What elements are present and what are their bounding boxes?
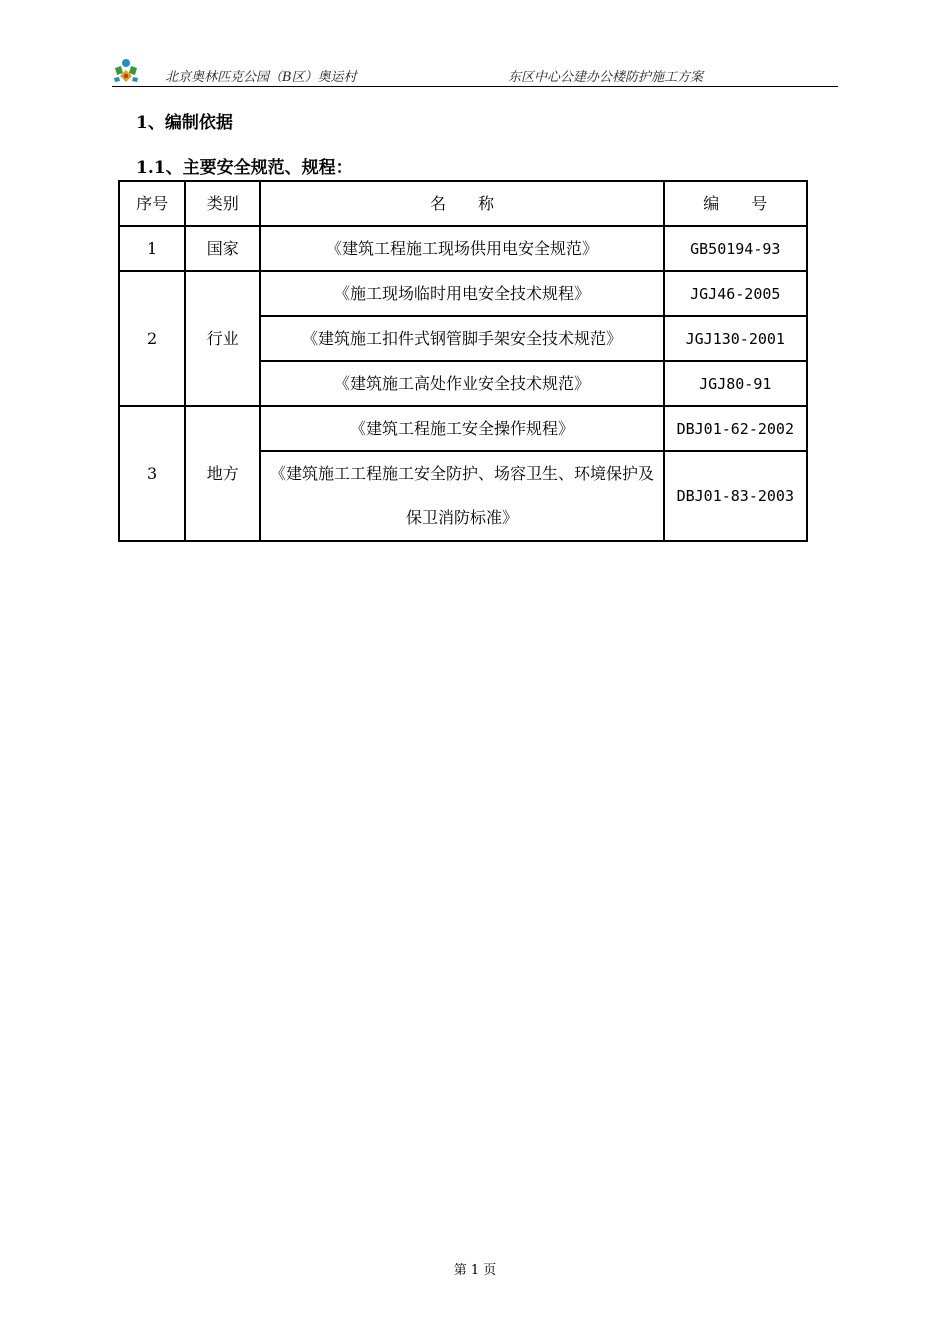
cell-category: 地方 bbox=[185, 406, 260, 541]
cell-seq: 1 bbox=[119, 226, 185, 271]
cell-standard-code: DBJ01-83-2003 bbox=[664, 451, 807, 541]
safety-standards-table bbox=[118, 180, 808, 542]
cell-standard-name: 《施工现场临时用电安全技术规程》 bbox=[260, 271, 663, 316]
subsection-title: 1.1、主要安全规范、规程： bbox=[136, 158, 353, 178]
cell-standard-code: JGJ130-2001 bbox=[664, 316, 807, 361]
header-seq: 序号 bbox=[119, 181, 185, 226]
page-header bbox=[112, 54, 838, 87]
cell-standard-name: 《建筑施工高处作业安全技术规范》 bbox=[260, 361, 663, 406]
header-name: 名 称 bbox=[260, 181, 663, 226]
cell-standard-name: 《建筑施工工程施工安全防护、场容卫生、环境保护及保卫消防标准》 bbox=[260, 451, 663, 541]
header-project-name: 北京奥林匹克公园（B区）奥运村 bbox=[165, 70, 357, 85]
page-number: 第 1 页 bbox=[453, 1263, 497, 1278]
cell-standard-code: GB50194-93 bbox=[664, 226, 807, 271]
header-document-title: 东区中心公建办公楼防护施工方案 bbox=[508, 70, 704, 85]
cell-standard-name: 《建筑工程施工安全操作规程》 bbox=[260, 406, 663, 451]
table-header-row bbox=[119, 181, 807, 226]
cell-standard-name: 《建筑工程施工现场供用电安全规范》 bbox=[260, 226, 663, 271]
section-title: 1、编制依据 bbox=[136, 113, 233, 133]
header-code: 编 号 bbox=[664, 181, 807, 226]
table-row bbox=[119, 226, 807, 271]
company-logo-icon bbox=[112, 56, 140, 84]
cell-standard-code: JGJ46-2005 bbox=[664, 271, 807, 316]
cell-standard-code: DBJ01-62-2002 bbox=[664, 406, 807, 451]
cell-seq: 3 bbox=[119, 406, 185, 541]
cell-category: 国家 bbox=[185, 226, 260, 271]
table-row bbox=[119, 271, 807, 316]
cell-seq: 2 bbox=[119, 271, 185, 406]
cell-standard-name: 《建筑施工扣件式钢管脚手架安全技术规范》 bbox=[260, 316, 663, 361]
cell-category: 行业 bbox=[185, 271, 260, 406]
cell-standard-code: JGJ80-91 bbox=[664, 361, 807, 406]
header-category: 类别 bbox=[185, 181, 260, 226]
table-row bbox=[119, 406, 807, 451]
